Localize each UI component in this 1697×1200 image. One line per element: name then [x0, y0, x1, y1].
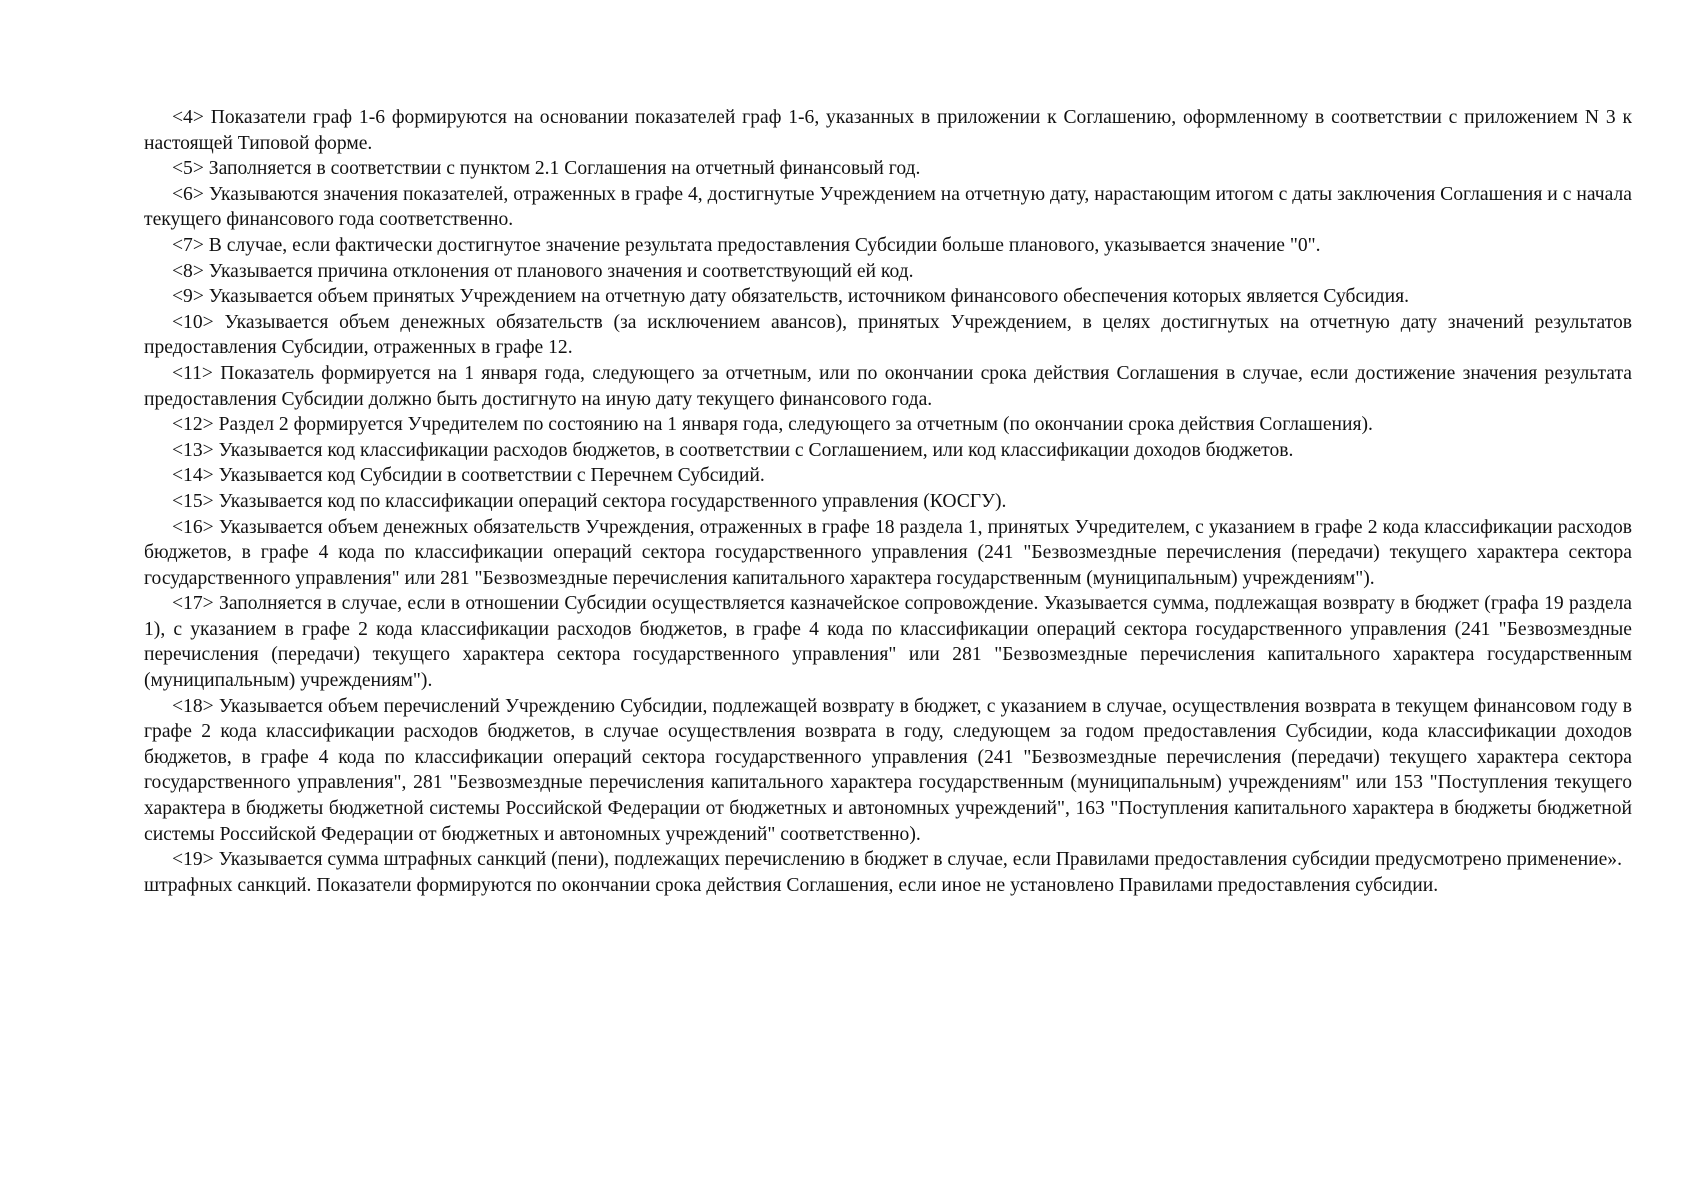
footnote-6: <6> Указываются значения показателей, отраженных в графе 4, достигнутые Учреждением на отчетную дату, нарастающим итогом с даты заключения Соглашения и с начала текущего финансового года соответственно. [144, 183, 1632, 231]
closing-quote: ». [1607, 849, 1622, 871]
footnote-14: <14> Указывается код Субсидии в соответствии с Перечнем Субсидий. [172, 465, 765, 487]
document-page [144, 105, 1632, 898]
footnote-19-block [144, 847, 1632, 898]
footnote-16: <16> Указывается объем денежных обязательств Учреждения, отраженных в графе 18 раздела 1, принятых Учредителем, с указанием в графе 2 кода классификации расходов бюджетов, в графе 4 кода по классификации операций сектора государственного управления (241 "Безвозмездные перечисления (передачи) текущего характера сектора государственного управления" или 281 "Безвозмездные перечисления капитального характера государственным (муниципальным) учреждениям"). [144, 516, 1632, 589]
footnote-7: <7> В случае, если фактически достигнутое значение результата предоставления Субсидии больше планового, указывается значение "0". [172, 234, 1321, 256]
footnote-4: <4> Показатели граф 1-6 формируются на основании показателей граф 1-6, указанных в приложении к Соглашению, оформленному в соответствии с приложением N 3 к настоящей Типовой форме. [144, 107, 1632, 154]
footnote-18: <18> Указывается объем перечислений Учреждению Субсидии, подлежащей возврату в бюджет, с указанием в случае, осуществления возврата в текущем финансовом году в графе 2 кода классификации расходов бюджетов, в случае осуществления возврата в году, следующем за годом предоставления Субсидии, кода классификации доходов бюджетов, в графе 4 кода по классификации операций сектора государственного управления (241 "Безвозмездные перечисления (передачи) текущего характера сектора государственного управления", 281 "Безвозмездные перечисления капитального характера государственным (муниципальным) учреждениям" или 153 "Поступления текущего характера в бюджеты бюджетной системы Российской Федерации от бюджетных и автономных учреждений", 163 "Поступления капитального характера в бюджеты бюджетной системы Российской Федерации от бюджетных и автономных учреждений" соответственно). [144, 695, 1632, 845]
footnote-11: <11> Показатель формируется на 1 января года, следующего за отчетным, или по окончании срока действия Соглашения в случае, если достижение значения результата предоставления Субсидии должно быть достигнуто на иную дату текущего финансового года. [144, 362, 1632, 410]
footnote-13: <13> Указывается код классификации расходов бюджетов, в соответствии с Соглашением, или код классификации доходов бюджетов. [172, 439, 1294, 461]
footnote-9: <9> Указывается объем принятых Учреждением на отчетную дату обязательств, источником финансового обеспечения которых является Субсидия. [172, 286, 1410, 308]
footnote-15: <15> Указывается код по классификации операций сектора государственного управления (КОСГУ). [172, 490, 1007, 512]
footnote-10: <10> Указывается объем денежных обязательств (за исключением авансов), принятых Учреждением, в целях достигнутых на отчетную дату значений результатов предоставления Субсидии, отраженных в графе 12. [144, 311, 1632, 359]
footnote-12: <12> Раздел 2 формируется Учредителем по состоянию на 1 января года, следующего за отчетным (по окончании срока действия Соглашения). [172, 414, 1373, 436]
footnote-5: <5> Заполняется в соответствии с пунктом 2.1 Соглашения на отчетный финансовый год. [172, 158, 921, 180]
footnote-17: <17> Заполняется в случае, если в отношении Субсидии осуществляется казначейское сопровождение. Указывается сумма, подлежащая возврату в бюджет (графа 19 раздела 1), с указанием в графе 2 кода классификации расходов бюджетов, в графе 4 кода по классификации операций сектора государственного управления (241 "Безвозмездные перечисления (передачи) текущего характера сектора государственного управления" или 281 "Безвозмездные перечисления капитального характера государственным (муниципальным) учреждениям"). [144, 593, 1632, 692]
footnote-8: <8> Указывается причина отклонения от планового значения и соответствующий ей код. [172, 260, 914, 282]
footnote-19: <19> Указывается сумма штрафных санкций (пени), подлежащих перечислению в бюджет в случае, если Правилами предоставления субсидии предусмотрено применение штрафных санкций. Показатели формируются по окончании срока действия Соглашения, если иное не установлено Правилами предоставления субсидии. [144, 849, 1608, 896]
